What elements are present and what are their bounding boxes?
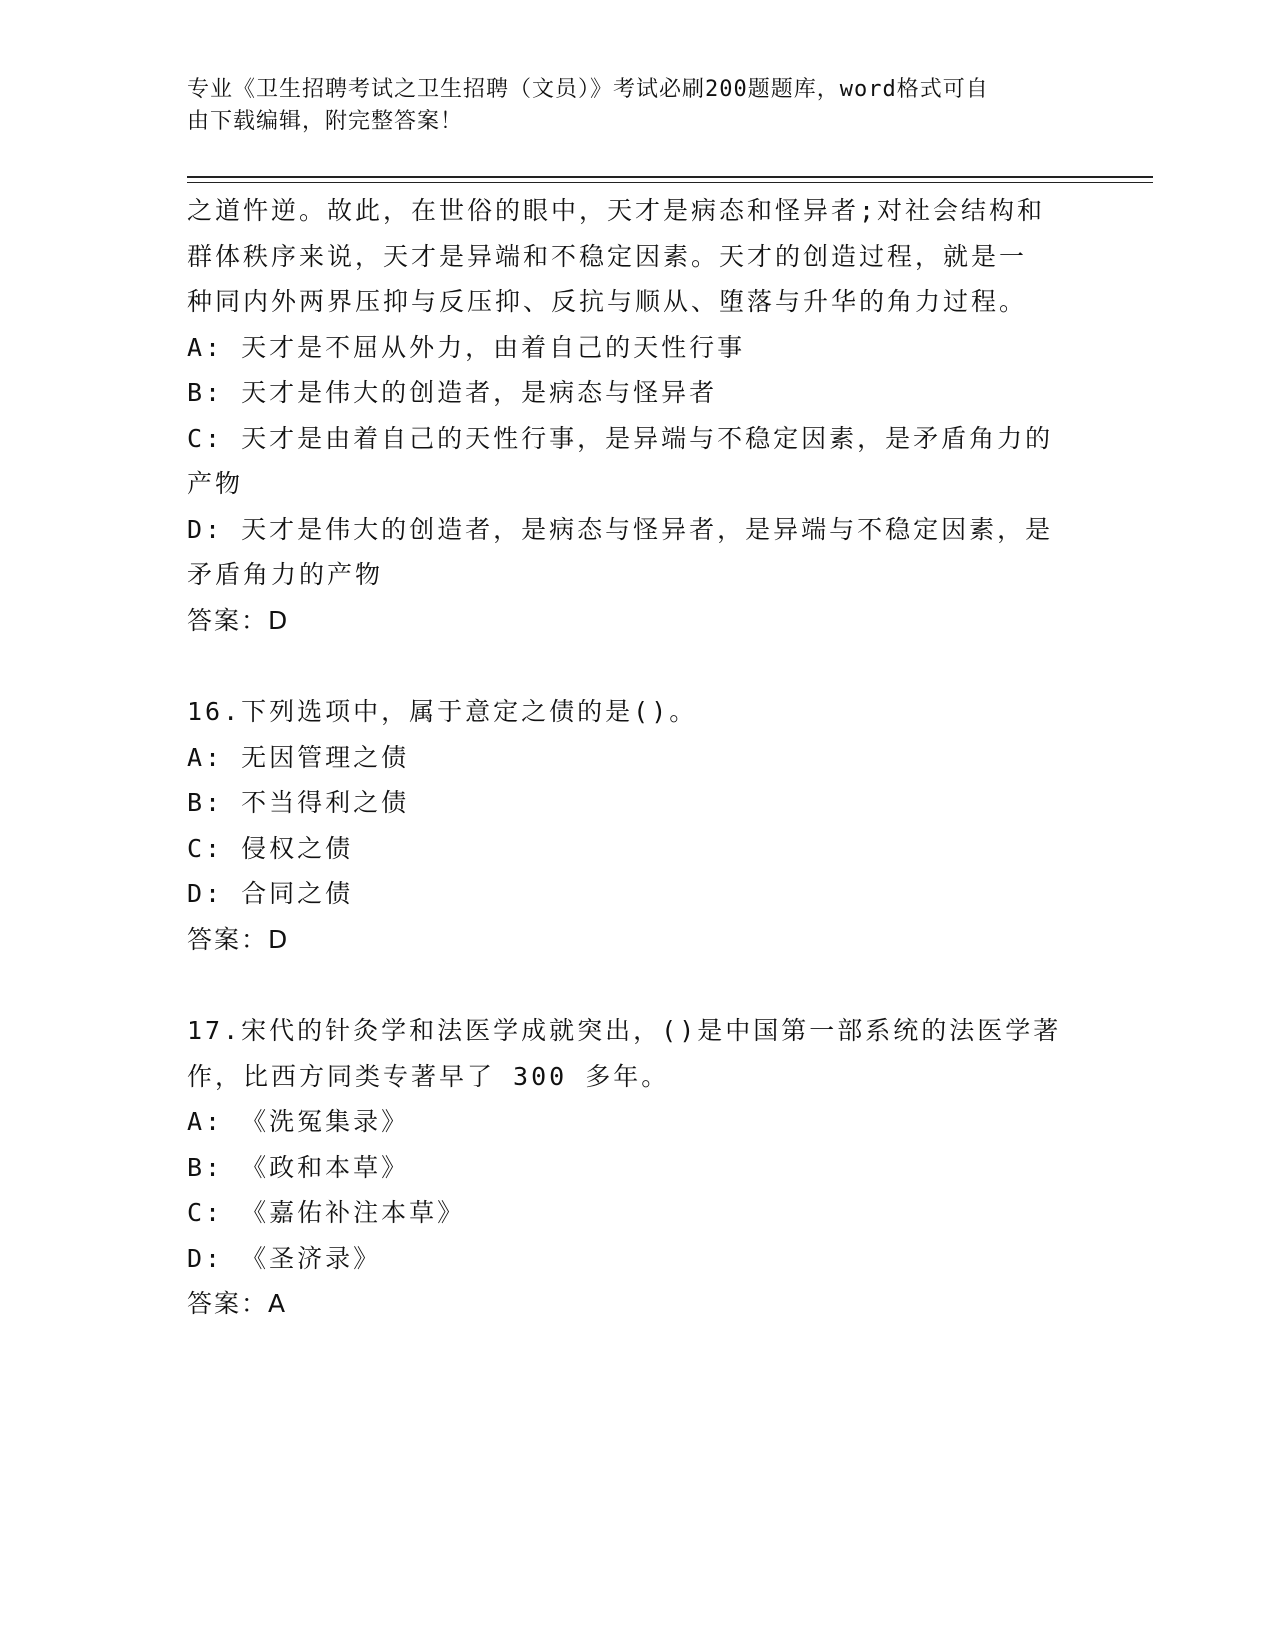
answer-label: 答案：D	[187, 605, 290, 635]
option-b: B: 天才是伟大的创造者，是病态与怪异者	[187, 378, 718, 407]
question-17	[187, 1008, 1087, 1327]
question-text: 16.下列选项中，属于意定之债的是()。	[187, 697, 698, 726]
header-line-2: 由下载编辑，附完整答案！	[187, 109, 464, 134]
header-line-1: 专业《卫生招聘考试之卫生招聘（文员）》考试必刷200题题库，word格式可自	[187, 77, 989, 102]
document-body	[187, 188, 1087, 1327]
option-c: C: 《嘉佑补注本草》	[187, 1198, 466, 1227]
question-15-continuation	[187, 188, 1087, 643]
passage-line: 种同内外两界压抑与反压抑、反抗与顺从、堕落与升华的角力过程。	[187, 287, 1028, 316]
question-text: 17.宋代的针灸学和法医学成就突出，()是中国第一部系统的法医学著	[187, 1016, 1062, 1045]
option-a: A: 无因管理之债	[187, 742, 410, 772]
option-a: A: 天才是不屈从外力，由着自己的天性行事	[187, 332, 746, 362]
option-d: D: 合同之债	[187, 879, 354, 908]
option-b: B: 《政和本草》	[187, 1152, 410, 1182]
question-spacer	[187, 643, 1087, 689]
option-d: D: 《圣济录》	[187, 1243, 382, 1273]
passage-line: 之道忤逆。故此，在世俗的眼中，天才是病态和怪异者;对社会结构和	[187, 196, 1046, 225]
option-a: A: 《洗冤集录》	[187, 1107, 410, 1136]
option-d-continued: 矛盾角力的产物	[187, 560, 384, 589]
question-spacer	[187, 962, 1087, 1008]
answer-label: 答案：D	[187, 924, 290, 954]
option-c-continued: 产物	[187, 469, 244, 498]
option-d: D: 天才是伟大的创造者，是病态与怪异者，是异端与不稳定因素，是	[187, 514, 1054, 544]
header-divider-thick	[187, 176, 1153, 178]
page-header	[187, 74, 1067, 138]
option-c: C: 侵权之债	[187, 833, 354, 863]
question-text-continued: 作，比西方同类专著早了 300 多年。	[187, 1061, 670, 1091]
passage-line: 群体秩序来说，天才是异端和不稳定因素。天才的创造过程，就是一	[187, 241, 1028, 271]
question-16	[187, 689, 1087, 962]
option-c: C: 天才是由着自己的天性行事，是异端与不稳定因素，是矛盾角力的	[187, 423, 1054, 453]
answer-label: 答案：A	[187, 1289, 288, 1318]
option-b: B: 不当得利之债	[187, 788, 410, 817]
header-divider-thin	[187, 182, 1153, 183]
